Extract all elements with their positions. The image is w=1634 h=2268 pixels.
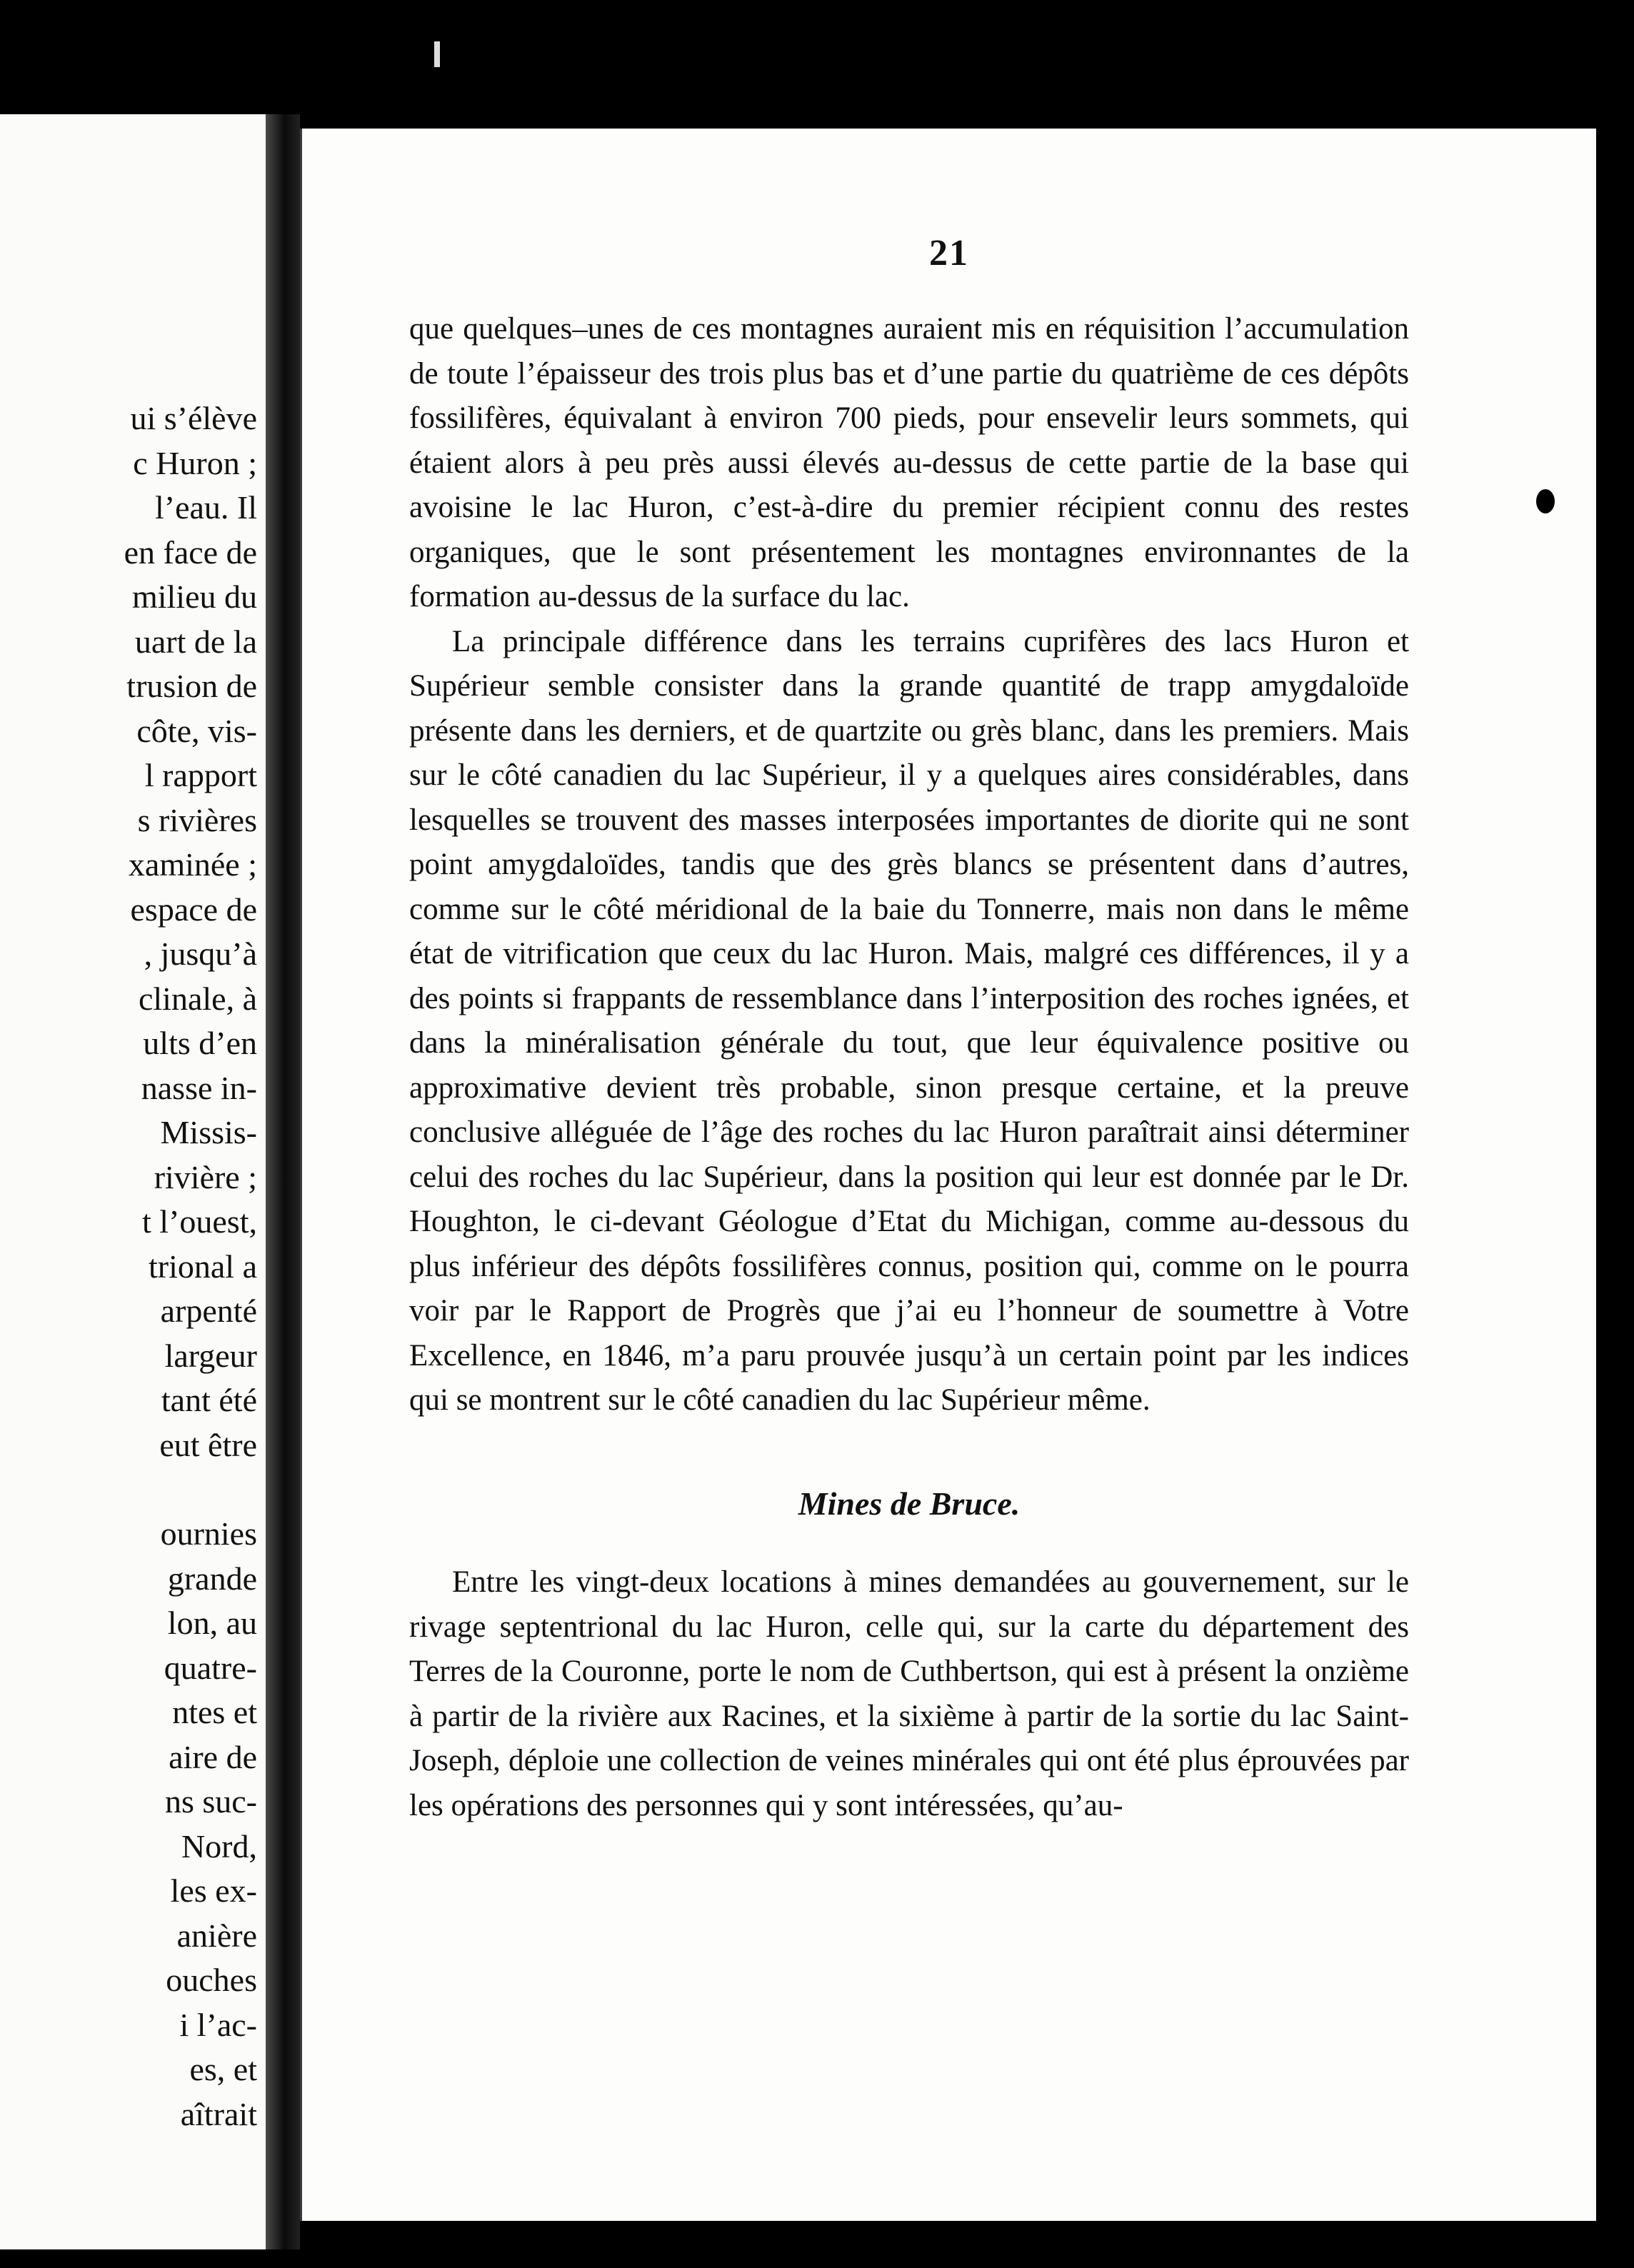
previous-page-line: eut être	[159, 1426, 257, 1463]
previous-page-line: s rivières	[137, 801, 257, 838]
previous-page-text-column	[0, 396, 257, 2137]
book-gutter	[266, 114, 300, 2249]
previous-page-line: trional a	[149, 1248, 257, 1285]
previous-page-line: l’eau. Il	[154, 489, 257, 526]
previous-page-line: trusion de	[126, 668, 257, 704]
previous-page-line: arpenté	[160, 1293, 257, 1329]
previous-page-line: t l’ouest,	[142, 1203, 257, 1240]
previous-page-line: grande	[167, 1560, 257, 1597]
previous-page-line: ns suc-	[164, 1783, 257, 1820]
previous-page-line: aîtrait	[180, 2095, 257, 2132]
paragraph-bruce-mines: Entre les vingt-deux locations à mines demandées au gouvernement, sur le rivage septentrional du lac Huron, celle qui, sur la carte du département des Terres de la Couronne, porte le nom de Cuthbertson, qui est à présent la onzième à partir de la rivière aux Racines, et la sixième à partir de la sortie du lac Saint-Joseph, déploie une collection de veines minérales qui ont été plus éprouvées par les opérations des personnes qui y sont intéressées, qu’au-	[409, 1565, 1409, 1822]
previous-page-line: milieu du	[131, 578, 257, 615]
previous-page-line: Nord,	[181, 1827, 257, 1865]
previous-page-line: les ex-	[170, 1872, 257, 1909]
previous-page-line: rivière ;	[154, 1158, 257, 1195]
paragraph-copper-terrains: La principale différence dans les terrains cuprifères des lacs Huron et Supérieur semble consister dans la grande quantité de trapp amygdaloïde présente dans les derniers, et de quartzite ou grès blanc, dans les premiers. Mais sur le côté canadien du lac Supérieur, il y a quelques aires considérables, dans lesquelles se trouvent des masses interposées importantes de diorite qui ne sont point amygdaloïdes, tandis que des grès blancs se présentent dans d’autres, comme sur le côté méridional de la baie du Tonnerre, mais non dans le même état de vitrification que ceux du lac Huron. Mais, malgré ces différences, il y a des points si frappants de ressemblance dans l’interposition des roches ignées, et dans la minéralisation générale du tout, que leur équivalence positive ou approximative devient très probable, sinon presque certaine, et la preuve conclusive alléguée de l’âge des roches du lac Huron paraîtrait ainsi déterminer celui des roches du lac Supérieur, dans la position qui leur est donnée par le Dr. Houghton, le ci-devant Géologue d’Etat du Michigan, comme au-dessous du plus inférieur des dépôts fossilifères connus, position qui, comme on le pourra voir par le Rapport de Progrès que j’ai eu l’honneur de soumettre à Votre Excellence, en 1846, m’a paru prouvée jusqu’à un certain point par les indices qui se montrent sur le côté canadien du lac Supérieur même.	[409, 624, 1409, 1417]
previous-page-line: tant été	[161, 1382, 257, 1418]
previous-page-line: l rapport	[144, 757, 257, 793]
previous-page-line: xaminée ;	[128, 846, 257, 883]
page-number: 21	[929, 233, 969, 274]
previous-page-line: nasse in-	[141, 1069, 257, 1106]
previous-page-line: en face de	[124, 533, 257, 571]
line-gap	[0, 1467, 257, 1512]
ink-spot	[1536, 489, 1555, 513]
previous-page-line: quatre-	[164, 1649, 257, 1686]
paragraph-continuation: que quelques–unes de ces montagnes auraient mis en réquisition l’accumulation de toute l’épaisseur des trois plus bas et d’une partie du quatrième de ces dépôts fossilifères, équivalant à environ 700 pieds, pour ensevelir leurs sommets, qui étaient alors à peu près aussi élevés au-dessus de cette partie de la base qui avoisine le lac Huron, c’est-à-dire du premier récipient connu des restes organiques, que le sont présentement les montagnes environnantes de la formation au-dessus de la surface du lac.	[409, 312, 1409, 613]
previous-page-line: aire de	[169, 1738, 257, 1775]
scan-mark	[434, 41, 440, 67]
previous-page-line: lon, au	[167, 1605, 257, 1641]
previous-page-line: c Huron ;	[133, 444, 257, 481]
previous-page-line: ui s’élève	[130, 400, 257, 436]
previous-page-line: anière	[176, 1917, 257, 1954]
previous-page	[0, 114, 266, 2249]
previous-page-line: uart de la	[134, 623, 257, 660]
previous-page-line: Missis-	[160, 1114, 257, 1150]
previous-page-line: ults d’en	[143, 1025, 257, 1061]
previous-page-line: ournies	[160, 1515, 257, 1552]
section-heading: Mines de Bruce.	[798, 1485, 1021, 1522]
previous-page-line: largeur	[164, 1337, 257, 1374]
previous-page-line: espace de	[130, 890, 257, 928]
previous-page-line: i l’ac-	[179, 2006, 257, 2043]
previous-page-line: ouches	[166, 1962, 257, 1998]
page-body	[409, 307, 1409, 1828]
current-page	[300, 129, 1596, 2221]
previous-page-line: côte, vis-	[136, 712, 257, 749]
previous-page-line: , jusqu’à	[144, 935, 257, 972]
previous-page-line: es, et	[189, 2051, 257, 2087]
previous-page-line: ntes et	[172, 1694, 257, 1730]
previous-page-line: clinale, à	[138, 980, 257, 1017]
